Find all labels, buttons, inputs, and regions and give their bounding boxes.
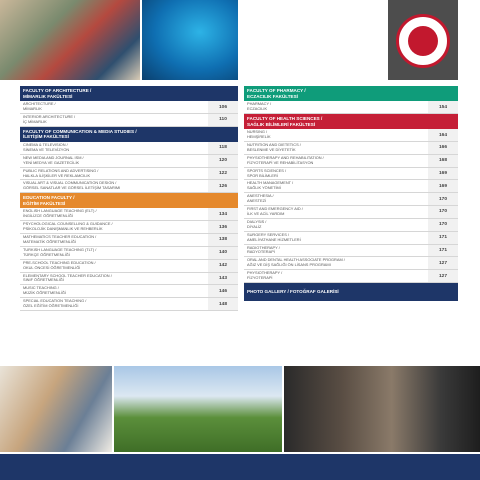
program-name-tr: SPOR BİLİMLERİ [247, 172, 278, 178]
program-name-en: HEALTH MANAGEMENT / [247, 180, 294, 186]
program-entry[interactable] [20, 221, 238, 234]
page-number: 110 [208, 114, 238, 126]
program-entry[interactable] [244, 257, 458, 270]
program-entry[interactable] [244, 206, 458, 219]
section-title-line: EDUCATION FACULTY / [23, 195, 75, 201]
program-entry[interactable] [20, 208, 238, 221]
program-entry[interactable] [244, 232, 458, 245]
program-name-en: PHYSIOTHERAPY / [247, 270, 283, 276]
program-name [20, 180, 208, 192]
program-entry[interactable] [20, 298, 238, 311]
program-entry[interactable] [20, 155, 238, 168]
page-number: 154 [428, 101, 458, 113]
program-name [20, 155, 208, 167]
program-name-en: ORAL AND DENTAL HEALTH ASSOCIATE PROGRAM / [247, 257, 345, 263]
program-entry[interactable] [20, 101, 238, 114]
page-number: 171 [428, 232, 458, 244]
program-name [20, 260, 208, 272]
program-name [20, 273, 208, 285]
campus-lawn-photo [114, 366, 282, 452]
program-name-tr: SINIF ÖĞRETMENLİĞİ [23, 277, 64, 283]
footer-band [0, 454, 480, 480]
program-entry[interactable] [20, 247, 238, 260]
program-name [244, 193, 428, 205]
section-header [20, 86, 238, 101]
section-title-line: MİMARLIK FAKÜLTESİ [23, 93, 73, 99]
section-header [244, 114, 458, 129]
page-number: 166 [428, 142, 458, 154]
program-name-tr: ECZACILIK [247, 106, 268, 112]
page-number: 171 [428, 245, 458, 257]
page-number: 126 [208, 180, 238, 192]
program-name-en: RADIOTHERAPY / [247, 244, 280, 250]
underwater-diver-photo [142, 0, 238, 80]
program-name [244, 245, 428, 257]
program-name-en: ELEMENTARY SCHOOL TEACHER EDUCATION / [23, 272, 112, 278]
program-name [244, 129, 428, 141]
program-entry[interactable] [244, 180, 458, 193]
university-seal-panel [388, 0, 458, 80]
program-name-tr: GÖRSEL SANATLAR VE GÖRSEL İLETİŞİM TASARIMI [23, 185, 121, 191]
program-name [244, 155, 428, 167]
program-name-tr: İLK VE ACİL YARDIM [247, 210, 285, 216]
program-name-tr: TÜRKÇE ÖĞRETMENLİĞİ [23, 251, 70, 257]
section-title-line: ECZACILIK FAKÜLTESİ [247, 93, 298, 99]
program-name-en: NUTRITION AND DIETETICS / [247, 142, 301, 147]
program-name [20, 114, 208, 126]
program-name-en: INTERIOR ARCHITECTURE / [23, 114, 76, 119]
program-name-tr: MATEMATİK ÖĞRETMENLİĞİ [23, 238, 77, 244]
program-name [20, 101, 208, 113]
program-name-tr: HEMŞİRELİK [247, 134, 271, 140]
program-entry[interactable] [244, 193, 458, 206]
program-entry[interactable] [20, 168, 238, 181]
program-name-en: SPORTS SCIENCES / [247, 167, 287, 173]
page-number: 106 [208, 101, 238, 113]
section-title-line: PHOTO GALLERY / FOTOĞRAF GALERİSİ [247, 288, 339, 294]
program-name-tr: İNGİLİZCE ÖĞRETMENLİĞİ [23, 213, 73, 219]
page-number: 136 [208, 221, 238, 233]
tv-studio-photo [284, 366, 480, 452]
program-name [244, 206, 428, 218]
program-entry[interactable] [244, 155, 458, 168]
section-title-line: İLETİŞİM FAKÜLTESİ [23, 134, 69, 140]
page-number: 118 [208, 142, 238, 154]
program-name-en: PSYCHOLOGICAL COUNSELLING & GUIDANCE / [23, 221, 113, 227]
program-name-en: DIALYSIS / [247, 218, 267, 224]
program-name-en: MUSIC TEACHING / [23, 285, 59, 291]
program-entry[interactable] [20, 234, 238, 247]
program-name [244, 142, 428, 154]
program-name-en: CINEMA & TELEVISION / [23, 142, 68, 147]
program-entry[interactable] [244, 219, 458, 232]
section-header [20, 193, 238, 208]
program-name-tr: SAĞLIK YÖNETİMİ [247, 185, 281, 191]
program-name [20, 298, 208, 310]
university-seal-logo [396, 14, 450, 68]
program-name [244, 101, 428, 113]
program-name-en: ENGLISH LANGUAGE TEACHING (ELT) / [23, 208, 97, 214]
program-entry[interactable] [20, 260, 238, 273]
program-name [244, 232, 428, 244]
section-title-line: FACULTY OF COMMUNICATION & MEDIA STUDIES / [23, 128, 137, 134]
page-number: 120 [208, 155, 238, 167]
program-name [20, 285, 208, 297]
program-name-en: NURSING / [247, 129, 268, 135]
program-name-tr: AMELİYATHANE HİZMETLERİ [247, 236, 301, 242]
page-number: 170 [428, 206, 458, 218]
program-entry[interactable] [20, 273, 238, 286]
program-name [20, 168, 208, 180]
program-name-tr: BESLENME VE DİYETETİK [247, 146, 296, 152]
program-name-tr: DİYALİZ [247, 223, 262, 229]
page-number: 169 [428, 180, 458, 192]
program-name-en: NEW MEDIA AND JOURNAL ISM / [23, 154, 84, 160]
program-name [244, 257, 428, 269]
program-name-tr: PSİKOLOJİK DANIŞMANLIK VE REHBERLİK [23, 226, 103, 232]
program-entry[interactable] [244, 129, 458, 142]
program-name-tr: ANESTEZİ [247, 198, 267, 204]
program-name [20, 208, 208, 220]
program-name-tr: MİMARLIK [23, 106, 42, 112]
program-name-en: PHYSIOTHERAPY AND REHABILITATION / [247, 154, 324, 160]
program-name [20, 234, 208, 246]
program-name [244, 168, 428, 180]
page-number: 168 [428, 155, 458, 167]
program-name-en: PHARMACY / [247, 101, 272, 107]
program-name [20, 221, 208, 233]
right-contents-column [244, 86, 458, 301]
program-name-en: TURKISH LANGUAGE TEACHING (TLT) / [23, 246, 97, 252]
page-number: 134 [208, 208, 238, 220]
program-name-en: MATHEMATICS TEACHER EDUCATION / [23, 234, 97, 240]
program-name-tr: MÜZİK ÖĞRETMENLİĞİ [23, 290, 67, 296]
section-title-line: EĞİTİM FAKÜLTESİ [23, 200, 66, 206]
page-number: 127 [428, 257, 458, 269]
program-entry[interactable] [244, 270, 458, 283]
program-name-en: SURGERY SERVICES / [247, 231, 289, 237]
program-name-tr: HALKLA İLİŞKİLER VE REKLAMCILIK [23, 172, 91, 178]
program-name-tr: FİZYOTERAPİ VE REHABİLİTASYON [247, 159, 314, 165]
section-title-line: FACULTY OF ARCHITECTURE / [23, 88, 92, 93]
program-name-tr: YENİ MEDYA VE GAZETECİLİK [23, 159, 80, 165]
program-name-en: VISUAL ART & VISUAL COMMUNICATION DESIGN / [23, 180, 117, 186]
classroom-photo [0, 0, 140, 80]
program-entry[interactable] [20, 142, 238, 155]
page-number: 143 [208, 273, 238, 285]
program-name-en: FIRST AND EMERGENCY AID / [247, 206, 303, 212]
program-entry[interactable] [20, 285, 238, 298]
program-name-en: PRE-SCHOOL TEACHING EDUCATION / [23, 259, 96, 265]
program-name [244, 270, 428, 282]
program-name [20, 247, 208, 259]
section-title-line: SAĞLIK BİLİMLERİ FAKÜLTESİ [247, 121, 316, 127]
section-title-line: FACULTY OF PHARMACY / [247, 88, 306, 93]
program-name-tr: OKUL ÖNCESİ ÖĞRETMENLİĞİ [23, 264, 81, 270]
program-entry[interactable] [244, 142, 458, 155]
page-number: 169 [428, 168, 458, 180]
program-name [244, 180, 428, 192]
page-number: 146 [208, 285, 238, 297]
program-name-tr: İÇ MİMARLIK [23, 118, 47, 124]
page-number: 142 [208, 260, 238, 272]
page-number: 140 [208, 247, 238, 259]
page-number: 138 [208, 234, 238, 246]
program-name [244, 219, 428, 231]
program-name-tr: AĞIZ VE DİŞ SAĞLIĞI ÖN LİSANS PROGRAMI [247, 262, 331, 268]
section-header [244, 86, 458, 101]
program-name-en: ANESTHESIA / [247, 193, 274, 199]
program-name-tr: RADYOTERAPİ [247, 249, 275, 255]
page-number: 127 [428, 270, 458, 282]
program-entry[interactable] [244, 245, 458, 258]
page-number: 164 [428, 129, 458, 141]
section-header [244, 283, 458, 301]
page-number: 170 [428, 193, 458, 205]
program-entry[interactable] [244, 101, 458, 114]
left-contents-column [20, 86, 238, 311]
section-title-line: FACULTY OF HEALTH SCIENCES / [247, 116, 323, 121]
program-name-en: SPECIAL EDUCATION TEACHING / [23, 298, 87, 304]
page-number: 170 [428, 219, 458, 231]
program-entry[interactable] [244, 168, 458, 181]
page-number: 148 [208, 298, 238, 310]
program-name-en: ARCHITECTURE / [23, 101, 56, 107]
program-name-tr: ÖZEL EĞİTİM ÖĞRETMENLİĞİ [23, 303, 79, 309]
program-name-tr: FİZYOTERAPİ [247, 275, 273, 281]
program-name-en: PUBLIC RELATIONS AND ADVERTISING / [23, 167, 99, 173]
program-name-tr: SİNEMA VE TELEVİZYON [23, 146, 70, 152]
program-name [20, 142, 208, 154]
program-entry[interactable] [20, 180, 238, 193]
page-number: 122 [208, 168, 238, 180]
program-entry[interactable] [20, 114, 238, 127]
students-reading-photo [0, 366, 112, 452]
section-header [20, 127, 238, 142]
